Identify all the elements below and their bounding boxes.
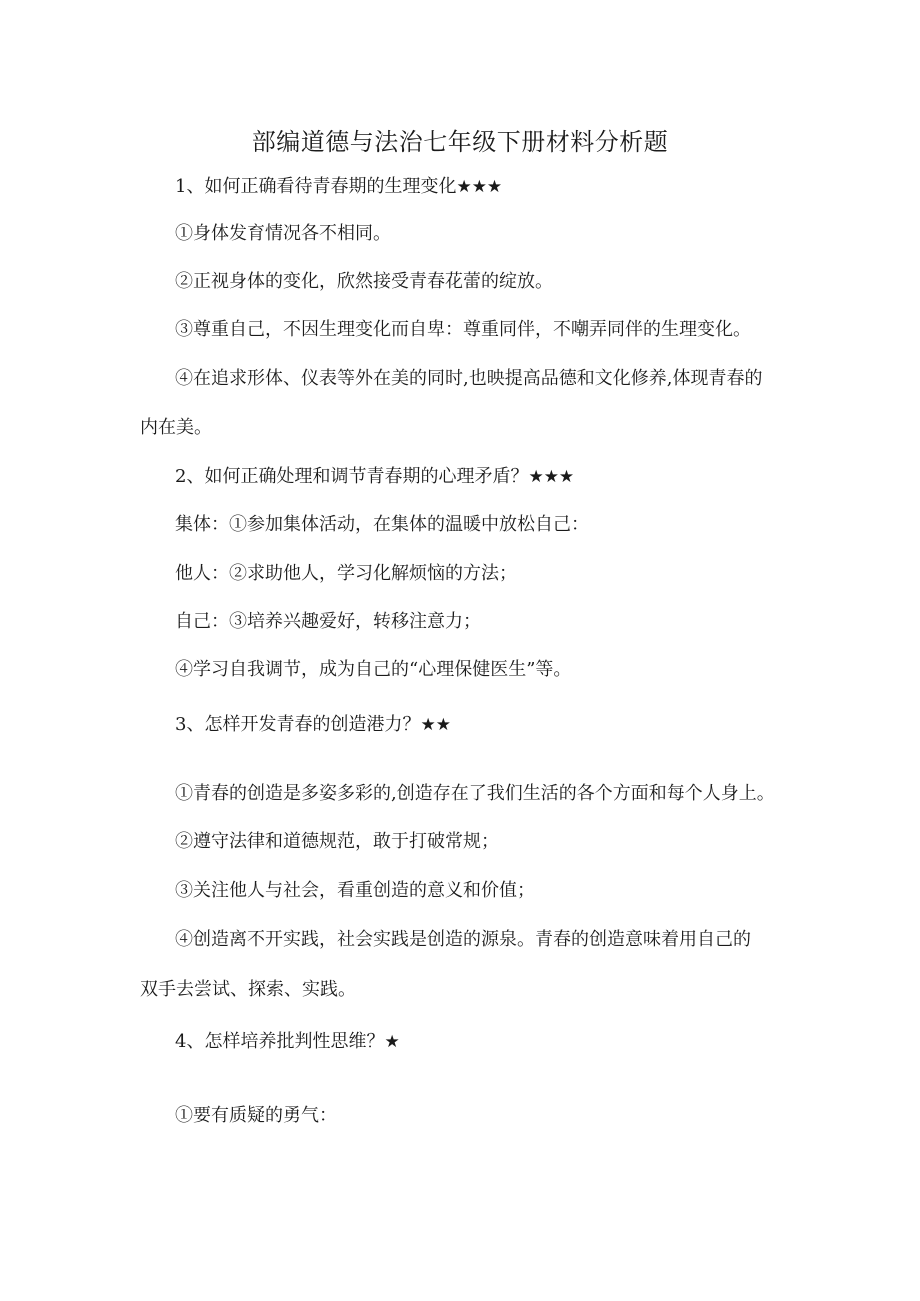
section-2-stars: ★★★ xyxy=(528,467,575,487)
section-3-item-3: ③关注他人与社会，看重创造的意义和价值； xyxy=(175,880,535,901)
section-1-item-4-cont: 内在美。 xyxy=(140,417,212,438)
section-3-stars: ★★ xyxy=(420,715,451,735)
section-3-item-2: ②遵守法律和道德规范，敢于打破常规； xyxy=(175,831,499,852)
section-2-heading xyxy=(175,465,574,489)
section-1-item-4: ④在追求形体、仪表等外在美的同时,也映提高品德和文化修养,体现青春的 xyxy=(175,368,763,389)
section-3-heading xyxy=(175,713,451,737)
section-1-heading-text: 1、如何正确看待青春期的生理变化 xyxy=(175,176,457,197)
section-2-item-2: 他人：②求助他人，学习化解烦恼的方法； xyxy=(175,563,517,584)
section-3-item-1: ①青春的创造是多姿多彩的,创造存在了我们生活的各个方面和每个人身上。 xyxy=(175,783,775,804)
section-1-item-1: ①身体发育情况各不相同。 xyxy=(175,223,391,244)
document-title: 部编道德与法治七年级下册材料分析题 xyxy=(251,128,669,156)
section-3-item-4-cont: 双手去尝试、探索、实践。 xyxy=(140,979,356,1000)
section-1-item-2: ②正视身体的变化，欣然接受青春花蕾的绽放。 xyxy=(175,271,553,292)
section-1-item-3: ③尊重自己，不因生理变化而自卑：尊重同伴，不嘲弄同伴的生理变化。 xyxy=(175,319,751,340)
section-4-heading xyxy=(175,1030,400,1054)
section-3-item-4: ④创造离不开实践，社会实践是创造的源泉。青春的创造意味着用自己的 xyxy=(175,929,751,950)
section-1-heading xyxy=(175,175,502,199)
section-3-heading-text: 3、怎样开发青春的创造港力？ xyxy=(175,714,421,735)
section-2-item-1: 集体：①参加集体活动，在集体的温暖中放松自己： xyxy=(175,514,589,535)
section-2-item-3: 自己：③培养兴趣爱好，转移注意力； xyxy=(175,611,481,632)
section-4-stars: ★ xyxy=(384,1032,400,1052)
section-2-heading-text: 2、如何正确处理和调节青春期的心理矛盾？ xyxy=(175,466,529,487)
section-2-item-4: ④学习自我调节，成为自己的“心理保健医生”等。 xyxy=(175,659,572,680)
section-1-stars: ★★★ xyxy=(456,177,503,197)
section-4-heading-text: 4、怎样培养批判性思维？ xyxy=(175,1031,385,1052)
section-4-item-1: ①要有质疑的勇气： xyxy=(175,1105,337,1126)
